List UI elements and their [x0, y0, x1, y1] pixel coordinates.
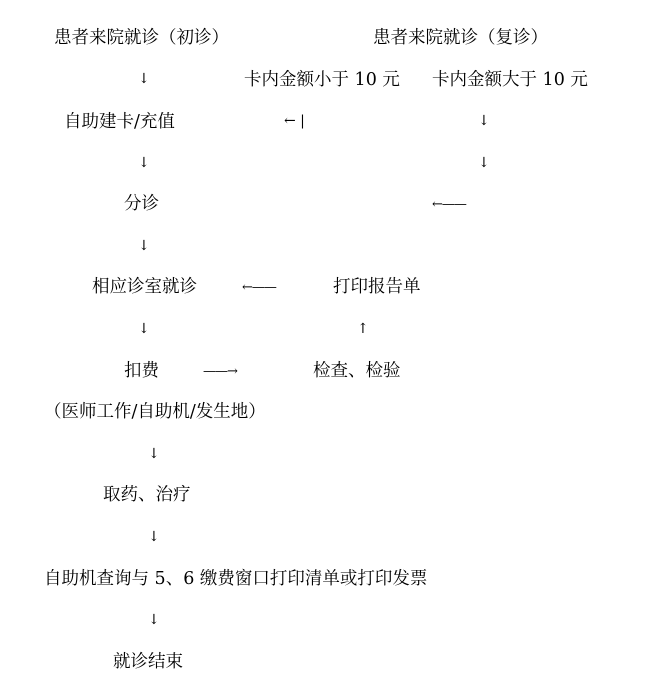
node-triage: 分诊 [124, 194, 159, 214]
arrow-down-7: ↓ [148, 612, 160, 628]
node-balance-low: 卡内金额小于 10 元 [244, 70, 400, 90]
arrow-down-right-2: ↓ [478, 155, 490, 171]
node-medicine: 取药、治疗 [103, 485, 191, 505]
arrow-left-consult: ←—— [242, 280, 276, 295]
arrow-down-right-1: ↓ [478, 113, 490, 129]
arrow-down-5: ↓ [148, 446, 160, 462]
arrow-left-bar: ← | [284, 113, 305, 129]
node-consult: 相应诊室就诊 [92, 277, 197, 297]
node-return-visit: 患者来院就诊（复诊） [373, 28, 548, 48]
node-payment: 扣费 [124, 361, 159, 381]
node-end: 就诊结束 [113, 652, 183, 672]
node-first-visit: 患者来院就诊（初诊） [54, 28, 229, 48]
arrow-right-exam: ——→ [203, 364, 237, 379]
node-payment-location: （医师工作/自助机/发生地） [44, 402, 266, 422]
arrow-left-triage: ←—— [432, 197, 466, 212]
node-card-topup: 自助建卡/充值 [64, 112, 175, 132]
arrow-down-6: ↓ [148, 529, 160, 545]
node-kiosk-query: 自助机查询与 5、6 缴费窗口打印清单或打印发票 [44, 569, 428, 589]
arrow-down-4: ↓ [138, 321, 150, 337]
arrow-up-exam: ↑ [357, 321, 369, 337]
node-balance-high: 卡内金额大于 10 元 [432, 70, 588, 90]
node-exam: 检查、检验 [313, 361, 401, 381]
node-print-report: 打印报告单 [333, 277, 421, 297]
arrow-down-1: ↓ [138, 71, 150, 87]
arrow-down-2: ↓ [138, 155, 150, 171]
arrow-down-3: ↓ [138, 238, 150, 254]
